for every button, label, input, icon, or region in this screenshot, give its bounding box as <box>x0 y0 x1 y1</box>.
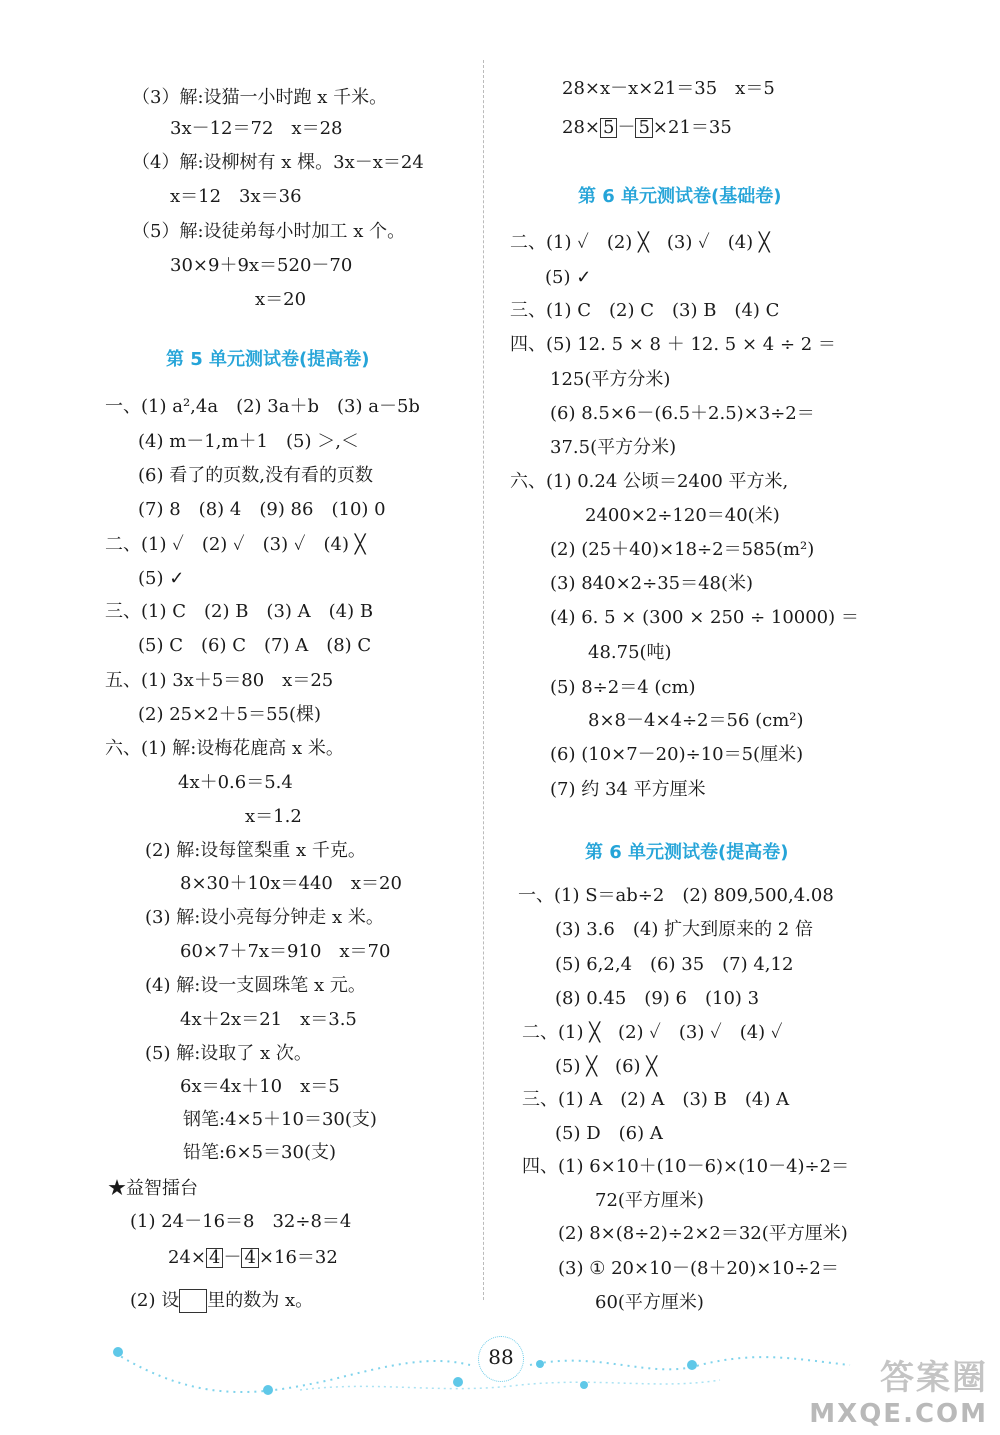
answer-line: 60×7＋7x＝910 x＝70 <box>180 941 391 962</box>
answer-line: (3) 840×2÷35＝48(米) <box>550 573 754 594</box>
answer-line: 四、(5) 12. 5 × 8 ＋ 12. 5 × 4 ÷ 2 ＝ <box>510 334 836 355</box>
answer-line: 8×30＋10x＝440 x＝20 <box>180 873 402 894</box>
watermark-url: MXQE.COM <box>809 1399 988 1429</box>
eq-part: 24× <box>168 1247 206 1268</box>
section-title-unit6-basic: 第 6 单元测试卷(基础卷) <box>578 186 782 207</box>
answer-line: x＝20 <box>255 289 307 310</box>
answer-line: 6x＝4x＋10 x＝5 <box>180 1076 340 1097</box>
blank-box-line <box>130 1289 313 1313</box>
page-number: 88 <box>488 1345 514 1369</box>
answer-line: 3x－12＝72 x＝28 <box>170 118 343 139</box>
answer-line: 三、(1) C (2) B (3) A (4) B <box>105 601 374 622</box>
answer-line: 一、(1) a²,4a (2) 3a＋b (3) a－5b <box>105 396 420 417</box>
answer-line: (4) 解:设一支圆珠笔 x 元。 <box>145 975 366 996</box>
eq-part: 里的数为 x。 <box>207 1290 314 1311</box>
dot <box>687 1360 697 1370</box>
boxed-equation <box>562 116 732 140</box>
eq-part: (2) 设 <box>130 1290 180 1311</box>
answer-line: (5) 6,2,4 (6) 35 (7) 4,12 <box>555 954 794 975</box>
dotted-wave <box>300 1380 720 1390</box>
answer-line: (4) 6. 5 × (300 × 250 ÷ 10000) ＝ <box>550 607 859 628</box>
watermark <box>809 1350 988 1429</box>
answer-line: （4）解:设柳树有 x 棵。3x－x＝24 <box>132 152 424 173</box>
answer-line: (4) m－1,m＋1 (5) ＞,＜ <box>138 431 359 452</box>
answer-line: 五、(1) 3x＋5＝80 x＝25 <box>105 670 334 691</box>
column-divider <box>483 60 484 1300</box>
answer-line: (2) 8×(8÷2)÷2×2＝32(平方厘米) <box>558 1223 848 1244</box>
answer-line: x＝1.2 <box>245 806 302 827</box>
answer-line: 48.75(吨) <box>588 642 672 663</box>
answer-line: 二、(1) ✓ (2) ╳ (3) ✓ (4) ╳ <box>510 232 770 253</box>
answer-line: 72(平方厘米) <box>595 1190 704 1211</box>
dot <box>580 1381 588 1389</box>
answer-line: 铅笔:6×5＝30(支) <box>183 1142 336 1163</box>
eq-part: ×21＝35 <box>652 117 732 138</box>
answer-line: 六、(1) 解:设梅花鹿高 x 米。 <box>105 738 344 759</box>
answer-line: 30×9＋9x＝520－70 <box>170 255 353 276</box>
answer-box: 5 <box>635 118 652 138</box>
answer-line: 28×x－x×21＝35 x＝5 <box>562 78 775 99</box>
answer-line: (6) 看了的页数,没有看的页数 <box>138 465 373 486</box>
answer-line: (7) 约 34 平方厘米 <box>550 779 706 800</box>
empty-box <box>179 1289 207 1313</box>
answer-line: (2) (25＋40)×18÷2＝585(m²) <box>550 539 815 560</box>
answer-line: (6) 8.5×6－(6.5＋2.5)×3÷2＝ <box>550 403 815 424</box>
dot <box>263 1385 273 1395</box>
dot <box>536 1360 544 1368</box>
answer-line: 三、(1) C (2) C (3) B (4) C <box>510 300 780 321</box>
answer-line: (3) ① 20×10－(8＋20)×10÷2＝ <box>558 1258 839 1279</box>
answer-line: （3）解:设猫一小时跑 x 千米。 <box>132 87 388 108</box>
answer-line: (1) 24－16＝8 32÷8＝4 <box>130 1211 352 1232</box>
answer-line: x＝12 3x＝36 <box>170 186 302 207</box>
answer-line: （5）解:设徒弟每小时加工 x 个。 <box>132 221 406 242</box>
answer-line: 四、(1) 6×10＋(10－6)×(10－4)÷2＝ <box>522 1156 850 1177</box>
answer-line: 2400×2÷120＝40(米) <box>585 505 780 526</box>
answer-line: (5) C (6) C (7) A (8) C <box>138 635 372 656</box>
section-title-unit5: 第 5 单元测试卷(提高卷) <box>166 349 370 370</box>
answer-line: 二、(1) ╳ (2) ✓ (3) ✓ (4) ✓ <box>522 1022 783 1043</box>
watermark-logo: 答案圈 <box>880 1358 988 1398</box>
answer-line: (2) 25×2＋5＝55(棵) <box>138 704 322 725</box>
answer-line: 37.5(平方分米) <box>550 437 677 458</box>
answer-box: 4 <box>206 1248 223 1268</box>
answer-line: 二、(1) ✓ (2) ✓ (3) ✓ (4) ╳ <box>105 534 366 555</box>
answer-line: 4x＋2x＝21 x＝3.5 <box>180 1009 357 1030</box>
answer-line: (3) 解:设小亮每分钟走 x 米。 <box>145 907 384 928</box>
answer-line: 一、(1) S＝ab÷2 (2) 809,500,4.08 <box>518 885 834 906</box>
eq-part: 28× <box>562 117 600 138</box>
answer-line: (6) (10×7－20)÷10＝5(厘米) <box>550 744 804 765</box>
answer-line: 4x＋0.6＝5.4 <box>178 772 293 793</box>
answer-line: 钢笔:4×5＋10＝30(支) <box>183 1109 377 1130</box>
section-title-unit6-advanced: 第 6 单元测试卷(提高卷) <box>585 842 789 863</box>
answer-line: (2) 解:设每筐梨重 x 千克。 <box>145 840 366 861</box>
answer-line: (8) 0.45 (9) 6 (10) 3 <box>555 988 760 1009</box>
answer-line: 8×8－4×4÷2＝56 (cm²) <box>588 710 804 731</box>
answer-line: 六、(1) 0.24 公顷＝2400 平方米, <box>510 471 789 492</box>
eq-part: － <box>617 117 636 138</box>
answer-line: (5) D (6) A <box>555 1123 663 1144</box>
answer-box: 4 <box>241 1248 258 1268</box>
answer-line: 125(平方分米) <box>550 369 671 390</box>
dotted-wave <box>115 1353 470 1392</box>
dot <box>113 1347 123 1357</box>
answer-line: 60(平方厘米) <box>595 1292 704 1313</box>
answer-line: (3) 3.6 (4) 扩大到原来的 2 倍 <box>555 919 813 940</box>
section-title-challenge: ★益智擂台 <box>108 1178 198 1199</box>
answer-line: 三、(1) A (2) A (3) B (4) A <box>522 1089 790 1110</box>
answer-line: (5) ╳ (6) ╳ <box>555 1056 658 1077</box>
answer-line: (5) ✓ <box>138 568 185 589</box>
answer-line: (5) ✓ <box>545 267 592 288</box>
boxed-equation <box>168 1246 338 1270</box>
dot <box>453 1377 463 1387</box>
answer-line: (5) 8÷2＝4 (cm) <box>550 677 696 698</box>
answer-box: 5 <box>600 118 617 138</box>
answer-line: (5) 解:设取了 x 次。 <box>145 1043 312 1064</box>
answer-line: (7) 8 (8) 4 (9) 86 (10) 0 <box>138 499 386 520</box>
eq-part: － <box>223 1247 242 1268</box>
eq-part: ×16＝32 <box>258 1247 338 1268</box>
